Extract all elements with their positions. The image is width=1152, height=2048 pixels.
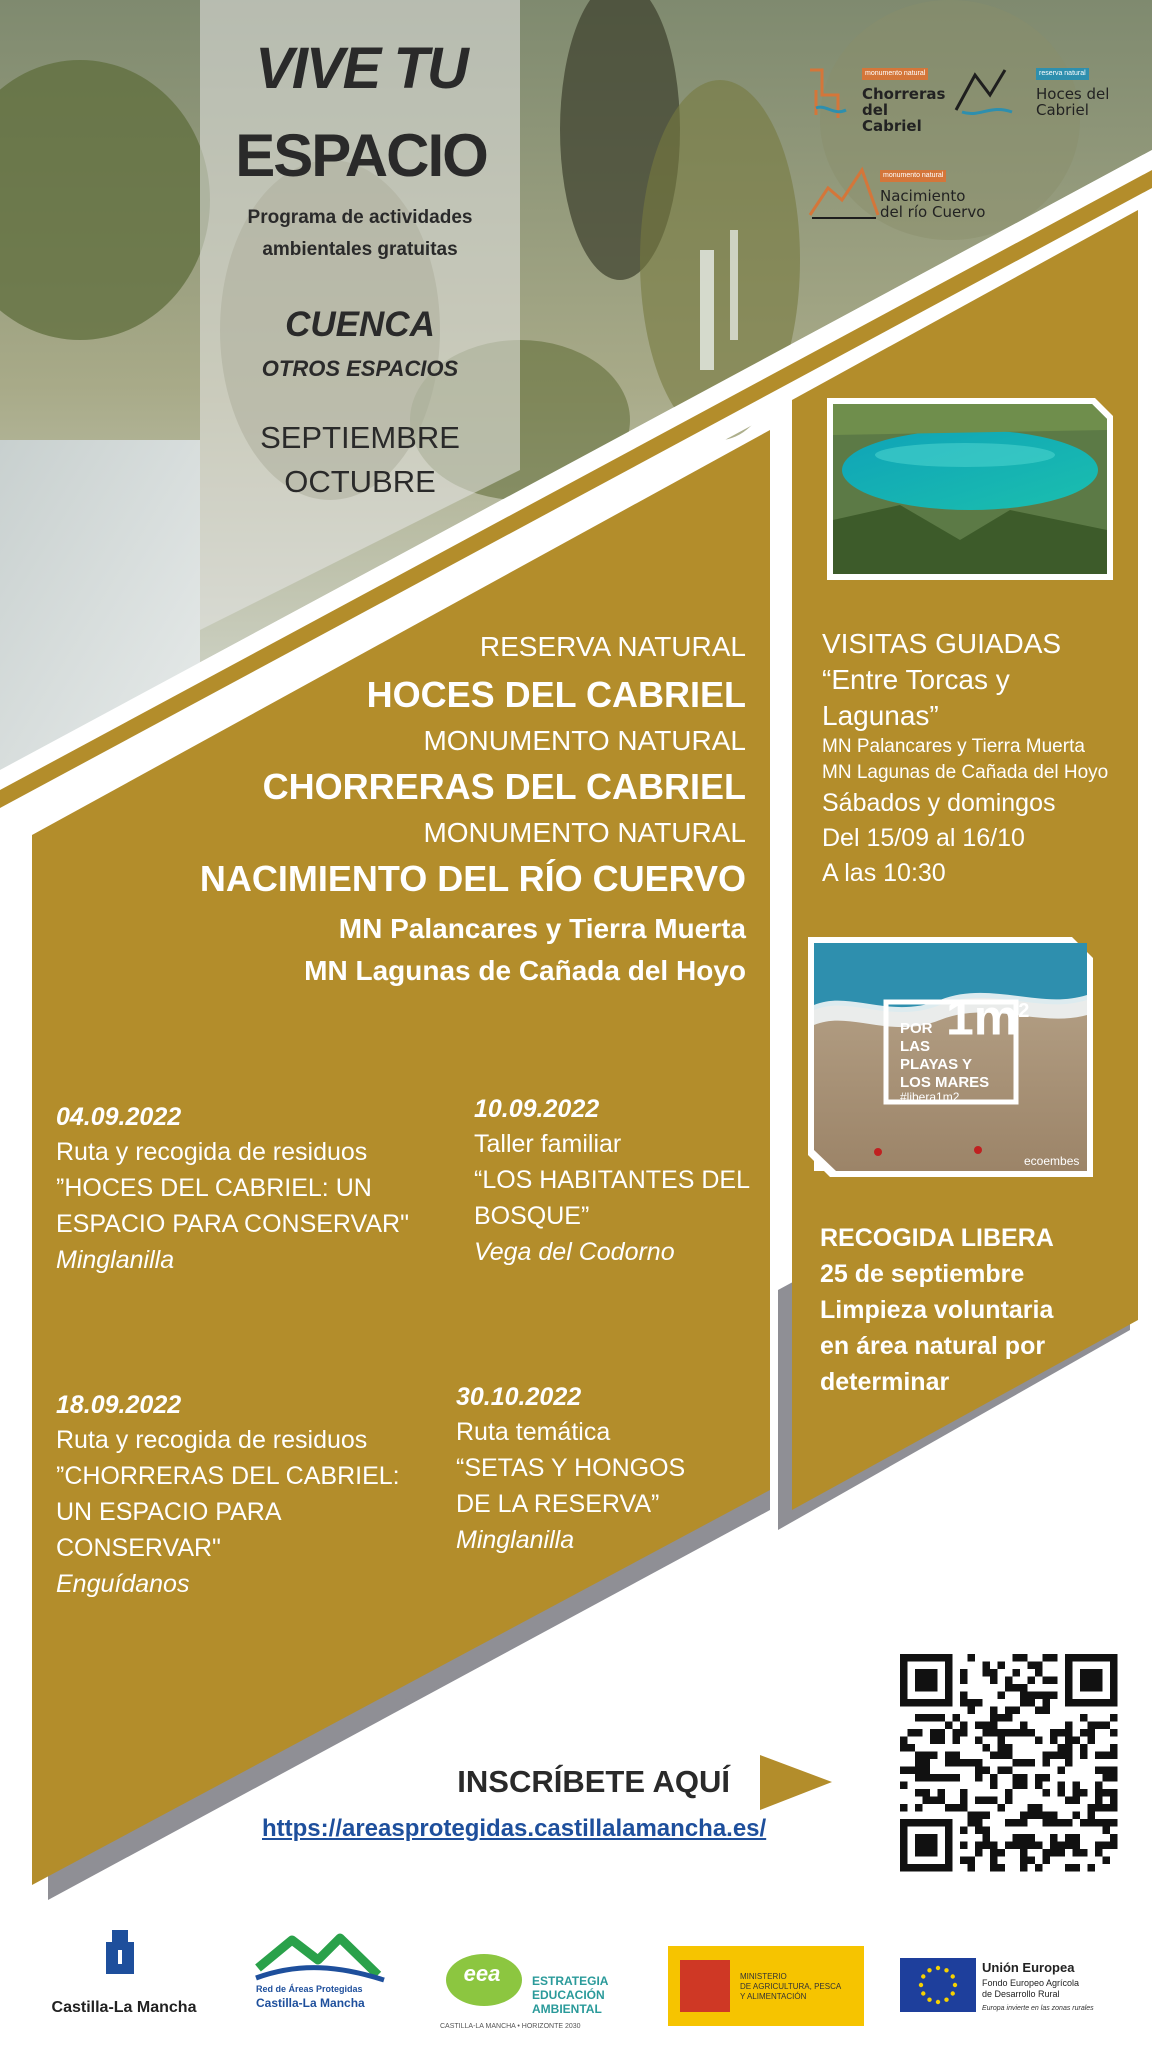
chorreras-tag: monumento natural bbox=[862, 68, 928, 80]
libera-hashtag: #libera1m2 bbox=[900, 1090, 960, 1104]
event-title: DE LA RESERVA” bbox=[456, 1490, 660, 1518]
event-type: Ruta y recogida de residuos bbox=[56, 1426, 368, 1454]
libera-playas: PLAYAS Y bbox=[900, 1056, 972, 1073]
event-title: CONSERVAR" bbox=[56, 1534, 221, 1562]
hoces-title: HOCES DEL CABRIEL bbox=[366, 674, 746, 715]
event-place: Enguídanos bbox=[56, 1570, 190, 1598]
guided-name: “Entre Torcas y bbox=[822, 664, 1010, 695]
recogida-libera bbox=[820, 1220, 1120, 1400]
month-september: SEPTIEMBRE bbox=[260, 420, 460, 455]
eu-label-3: de Desarrollo Rural bbox=[982, 1989, 1060, 1999]
libera-desc: determinar bbox=[820, 1368, 950, 1396]
eea-label-2: EDUCACIÓN bbox=[532, 1988, 605, 2002]
event-title: ”CHORRERAS DEL CABRIEL: bbox=[56, 1462, 400, 1490]
event-date: 30.10.2022 bbox=[456, 1383, 582, 1411]
libera-big: $1m^2$ bbox=[946, 989, 1030, 1046]
event-place: Minglanilla bbox=[456, 1526, 575, 1554]
event-title: ”HOCES DEL CABRIEL: UN bbox=[56, 1174, 372, 1202]
other-spaces: OTROS ESPACIOS bbox=[261, 356, 459, 381]
event-title: UN ESPACIO PARA bbox=[56, 1498, 282, 1526]
libera-date: 25 de septiembre bbox=[820, 1260, 1025, 1288]
guided-place: MN Palancares y Tierra Muerta bbox=[822, 736, 1085, 757]
eea-label-3: AMBIENTAL bbox=[532, 2002, 602, 2016]
event-card bbox=[456, 1380, 756, 1558]
nacimiento-title: NACIMIENTO DEL RÍO CUERVO bbox=[199, 858, 746, 899]
reserva-label: RESERVA NATURAL bbox=[479, 631, 746, 662]
hoces-tag: reserva natural bbox=[1036, 68, 1089, 80]
event-card bbox=[56, 1388, 416, 1602]
event-place: Vega del Codorno bbox=[474, 1238, 675, 1266]
ministerio-label-1: MINISTERIO bbox=[740, 1972, 787, 1981]
event-card bbox=[56, 1100, 416, 1278]
eu-label-4: Europa invierte en las zonas rurales bbox=[982, 2005, 1094, 2012]
chorreras-title: CHORRERAS DEL CABRIEL bbox=[262, 766, 746, 807]
clm-logo-label: Castilla-La Mancha bbox=[51, 1999, 197, 2016]
eea-sub: CASTILLA-LA MANCHA • HORIZONTE 2030 bbox=[440, 2023, 581, 2030]
event-type: Taller familiar bbox=[474, 1130, 622, 1158]
event-date: 04.09.2022 bbox=[56, 1103, 182, 1131]
palancares-label: MN Palancares y Tierra Muerta bbox=[338, 913, 746, 944]
guided-days: Sábados y domingos bbox=[822, 789, 1056, 817]
month-october: OCTUBRE bbox=[284, 464, 436, 499]
event-date: 10.09.2022 bbox=[474, 1095, 600, 1123]
red-logo-label: Red de Áreas Protegidas bbox=[256, 1984, 363, 1994]
event-card bbox=[474, 1092, 774, 1270]
signup-link[interactable]: https://areasprotegidas.castillalamancha.es/ bbox=[262, 1815, 767, 1842]
libera-desc: en área natural por bbox=[820, 1332, 1046, 1360]
libera-desc: Limpieza voluntaria bbox=[820, 1296, 1054, 1324]
signup-label: INSCRÍBETE AQUÍ bbox=[457, 1764, 730, 1799]
eea-badge: eea bbox=[463, 1961, 501, 1986]
title-line2: ESPACIO bbox=[235, 122, 487, 189]
title-line1: VIVE TU bbox=[255, 36, 467, 101]
eu-label-2: Fondo Europeo Agrícola bbox=[982, 1978, 1080, 1988]
guided-time: A las 10:30 bbox=[822, 859, 946, 887]
guided-title: VISITAS GUIADAS bbox=[822, 628, 1062, 659]
monumento-label-1: MONUMENTO NATURAL bbox=[423, 725, 746, 756]
event-place: Minglanilla bbox=[56, 1246, 175, 1274]
event-title: BOSQUE” bbox=[474, 1202, 590, 1230]
ministerio-label-3: Y ALIMENTACIÓN bbox=[740, 1992, 807, 2001]
event-title: “SETAS Y HONGOS bbox=[456, 1454, 686, 1482]
eea-label-1: ESTRATEGIA bbox=[532, 1974, 609, 1988]
ecoembes-logo: ecoembes bbox=[1024, 1154, 1080, 1168]
libera-las: LAS bbox=[900, 1038, 930, 1055]
nacimiento-logo-label: Nacimiento del río Cuervo bbox=[880, 187, 986, 221]
chorreras-logo-label: Chorreras del Cabriel bbox=[862, 85, 946, 135]
event-type: Ruta y recogida de residuos bbox=[56, 1138, 368, 1166]
arrow-icon bbox=[760, 1755, 832, 1810]
libera-mares: LOS MARES bbox=[900, 1074, 990, 1091]
guided-visits bbox=[822, 626, 1132, 891]
monumento-label-2: MONUMENTO NATURAL bbox=[423, 817, 746, 848]
subtitle-line2: ambientales gratuitas bbox=[262, 239, 458, 260]
guided-place: MN Lagunas de Cañada del Hoyo bbox=[822, 762, 1109, 783]
subtitle-line1: Programa de actividades bbox=[247, 207, 473, 228]
lagunas-label: MN Lagunas de Cañada del Hoyo bbox=[304, 955, 746, 986]
event-title: ESPACIO PARA CONSERVAR" bbox=[56, 1210, 409, 1238]
lake-photo bbox=[827, 398, 1113, 580]
province: CUENCA bbox=[285, 305, 435, 344]
guided-dates: Del 15/09 al 16/10 bbox=[822, 824, 1025, 852]
ministerio-label-2: DE AGRICULTURA, PESCA bbox=[740, 1982, 842, 1991]
event-date: 18.09.2022 bbox=[56, 1391, 182, 1419]
event-type: Ruta temática bbox=[456, 1418, 611, 1446]
nacimiento-tag: monumento natural bbox=[880, 170, 946, 182]
event-title: “LOS HABITANTES DEL bbox=[474, 1166, 750, 1194]
red-logo-label-2: Castilla-La Mancha bbox=[256, 1996, 365, 2010]
guided-name: Lagunas” bbox=[822, 700, 939, 731]
hoces-logo-label: Hoces del Cabriel bbox=[1036, 85, 1110, 119]
libera-title: RECOGIDA LIBERA bbox=[820, 1224, 1054, 1252]
libera-por: POR bbox=[900, 1020, 933, 1037]
eu-label-1: Unión Europea bbox=[982, 1960, 1075, 1975]
